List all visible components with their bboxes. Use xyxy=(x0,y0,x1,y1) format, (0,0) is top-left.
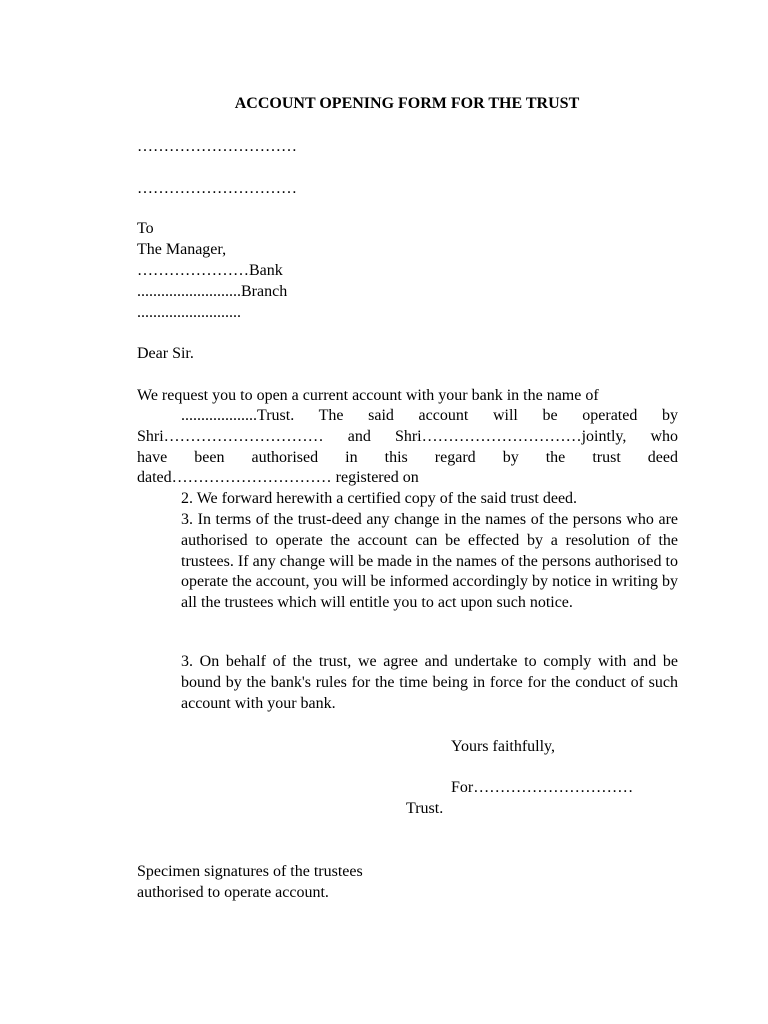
item-3-change-of-names xyxy=(181,510,678,614)
para1-line5: dated………………………… registered on xyxy=(137,469,419,486)
para1-line3: Shri………………………… and Shri…………………………jointly, who xyxy=(137,428,678,445)
specimen-line-1: Specimen signatures of the trustees xyxy=(137,863,363,880)
item-3b-text: 3. On behalf of the trust, we agree and undertake to comply with and be bound by the bank's rules for the time being in force for the conduct of such account with your bank. xyxy=(181,653,678,712)
closing-line: Yours faithfully, xyxy=(451,738,556,755)
salutation: Dear Sir. xyxy=(137,345,194,362)
item-2: 2. We forward herewith a certified copy of the said trust deed. xyxy=(181,490,578,507)
manager-label: The Manager, xyxy=(137,241,227,258)
branch-line: ..........................Branch xyxy=(137,283,288,300)
item-3-undertaking xyxy=(181,652,678,714)
for-line: For………………………… xyxy=(451,779,634,796)
document-title: ACCOUNT OPENING FORM FOR THE TRUST xyxy=(234,95,580,112)
para1-line2: ...................Trust. The said account will be operated by xyxy=(181,407,678,424)
specimen-line-2: authorised to operate account. xyxy=(137,884,329,901)
to-label: To xyxy=(137,220,154,237)
para1-line4: have been authorised in this regard by the trust deed xyxy=(137,449,678,466)
trust-line: Trust. xyxy=(406,800,444,817)
address-line: .......................... xyxy=(137,304,241,321)
bank-line: …………………Bank xyxy=(137,262,283,279)
sender-line-2: ………………………… xyxy=(137,180,297,197)
para1-line1: We request you to open a current account with your bank in the name of xyxy=(137,387,599,404)
item-3-text: 3. In terms of the trust-deed any change in the names of the persons who are authorised to operate the account can be effected by a resolution of the trustees. If any change will be made in the names of the persons authorised to operate the account, you will be informed accordingly by notice in writing by all the trustees which will entitle you to act upon such notice. xyxy=(181,511,678,612)
sender-line-1: ………………………… xyxy=(137,138,297,155)
